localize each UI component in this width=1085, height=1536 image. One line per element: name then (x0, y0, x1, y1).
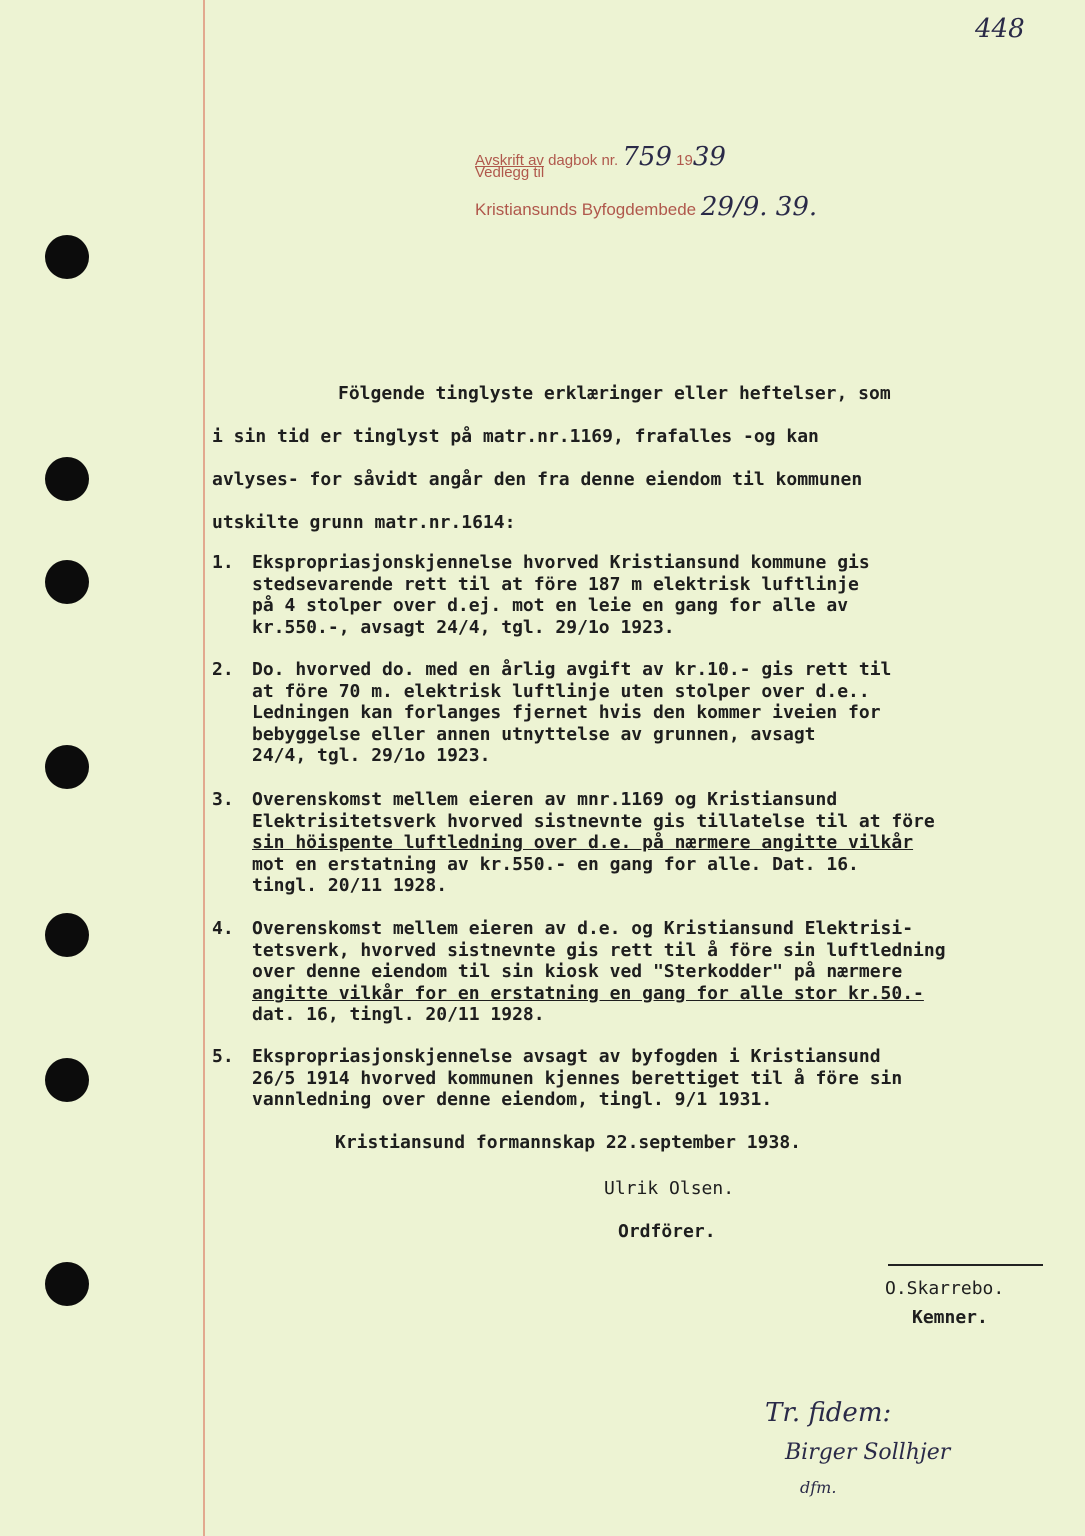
item-line: Ledningen kan forlanges fjernet hvis den kommer iveien for (252, 702, 881, 724)
intro-line: utskilte grunn matr.nr.1614: (212, 512, 516, 533)
item-line: stedsevarende rett til at före 187 m elektrisk luftlinje (252, 573, 859, 595)
punch-hole (45, 913, 89, 957)
second-signer-name: O.Skarrebo. (885, 1278, 1005, 1299)
item-line: tingl. 20/11 1928. (252, 875, 448, 897)
item-line: Ekspropriasjonskjennelse hvorved Kristiansund kommune gis (252, 552, 870, 573)
item-line: vannledning over denne eiendom, tingl. 9/1 1931. (252, 1089, 773, 1111)
item-number: 2. (212, 659, 234, 680)
item-number: 3. (212, 789, 234, 810)
item-line: 26/5 1914 hvorved kommunen kjennes berettiget til å före sin (252, 1067, 903, 1089)
handwritten-attestation: Tr. fidem: (765, 1398, 892, 1428)
item-line: dat. 16, tingl. 20/11 1928. (252, 1004, 545, 1026)
page-number: 448 (975, 14, 1025, 44)
item-line: sin höispente luftledning over d.e. på nærmere angitte vilkår (252, 832, 914, 854)
punch-hole (45, 457, 89, 501)
place-date: Kristiansund formannskap 22.september 1938. (335, 1132, 801, 1153)
stamp-avskrift: Avskrift av (475, 152, 544, 169)
item-line: på 4 stolper over d.ej. mot en leie en gang for alle av (252, 595, 849, 617)
punch-hole (45, 1262, 89, 1306)
signature-rule (888, 1264, 1043, 1266)
stamp-year-prefix: 19 (676, 152, 693, 169)
item-line: angitte vilkår for en erstatning en gang for alle stor kr.50.- (252, 982, 924, 1004)
item-line: over denne eiendom til sin kiosk ved "Sterkodder" på nærmere (252, 961, 903, 983)
intro-line: Fölgende tinglyste erklæringer eller heftelser, som (338, 383, 891, 404)
item-line: 24/4, tgl. 29/1o 1923. (252, 745, 491, 767)
handwritten-signature: Birger Sollhjer (785, 1440, 951, 1465)
item-line: bebyggelse eller annen utnyttelse av grunnen, avsagt (252, 723, 816, 745)
punch-hole (45, 235, 89, 279)
intro-line: i sin tid er tinglyst på matr.nr.1169, frafalles -og kan (212, 426, 819, 447)
item-line: mot en erstatning av kr.550.- en gang for alle. Dat. 16. (252, 853, 859, 875)
item-line: Ekspropriasjonskjennelse avsagt av byfogden i Kristiansund (252, 1046, 881, 1067)
second-signer-title: Kemner. (912, 1307, 988, 1328)
item-line: tetsverk, hvorved sistnevnte gis rett til å före sin luftledning (252, 939, 946, 961)
stamp-office: Kristiansunds Byfogdembede (475, 200, 697, 219)
item-line: Overenskomst mellem eieren av d.e. og Kristiansund Elektrisi- (252, 918, 914, 939)
item-line: at före 70 m. elektrisk luftlinje uten stolper over d.e.. (252, 680, 870, 702)
signer-title: Ordförer. (618, 1221, 716, 1242)
stamp-dagbok-number: 759 (622, 142, 672, 172)
item-line: kr.550.-, avsagt 24/4, tgl. 29/1o 1923. (252, 616, 675, 638)
stamp-vedlegg: Vedlegg til (475, 164, 545, 181)
intro-paragraph (212, 372, 1012, 544)
item-number: 4. (212, 918, 234, 939)
item-number: 1. (212, 552, 234, 573)
item-number: 5. (212, 1046, 234, 1067)
stamp-dagbok: dagbok nr. (548, 152, 619, 169)
signer-name: Ulrik Olsen. (604, 1178, 735, 1199)
item-line: Elektrisitetsverk hvorved sistnevnte gis tillatelse til at före (252, 810, 935, 832)
punch-hole (45, 745, 89, 789)
intro-line: avlyses- for såvidt angår den fra denne eiendom til kommunen (212, 469, 863, 490)
item-line: Overenskomst mellem eieren av mnr.1169 og Kristiansund (252, 789, 838, 810)
stamp-date: 29/9. 39. (700, 192, 818, 222)
stamp-year-suffix: 39 (692, 142, 726, 172)
handwritten-title: dfm. (800, 1478, 837, 1497)
margin-line (203, 0, 205, 1536)
item-line: Do. hvorved do. med en årlig avgift av kr.10.- gis rett til (252, 659, 892, 680)
punch-hole (45, 560, 89, 604)
punch-hole (45, 1058, 89, 1102)
